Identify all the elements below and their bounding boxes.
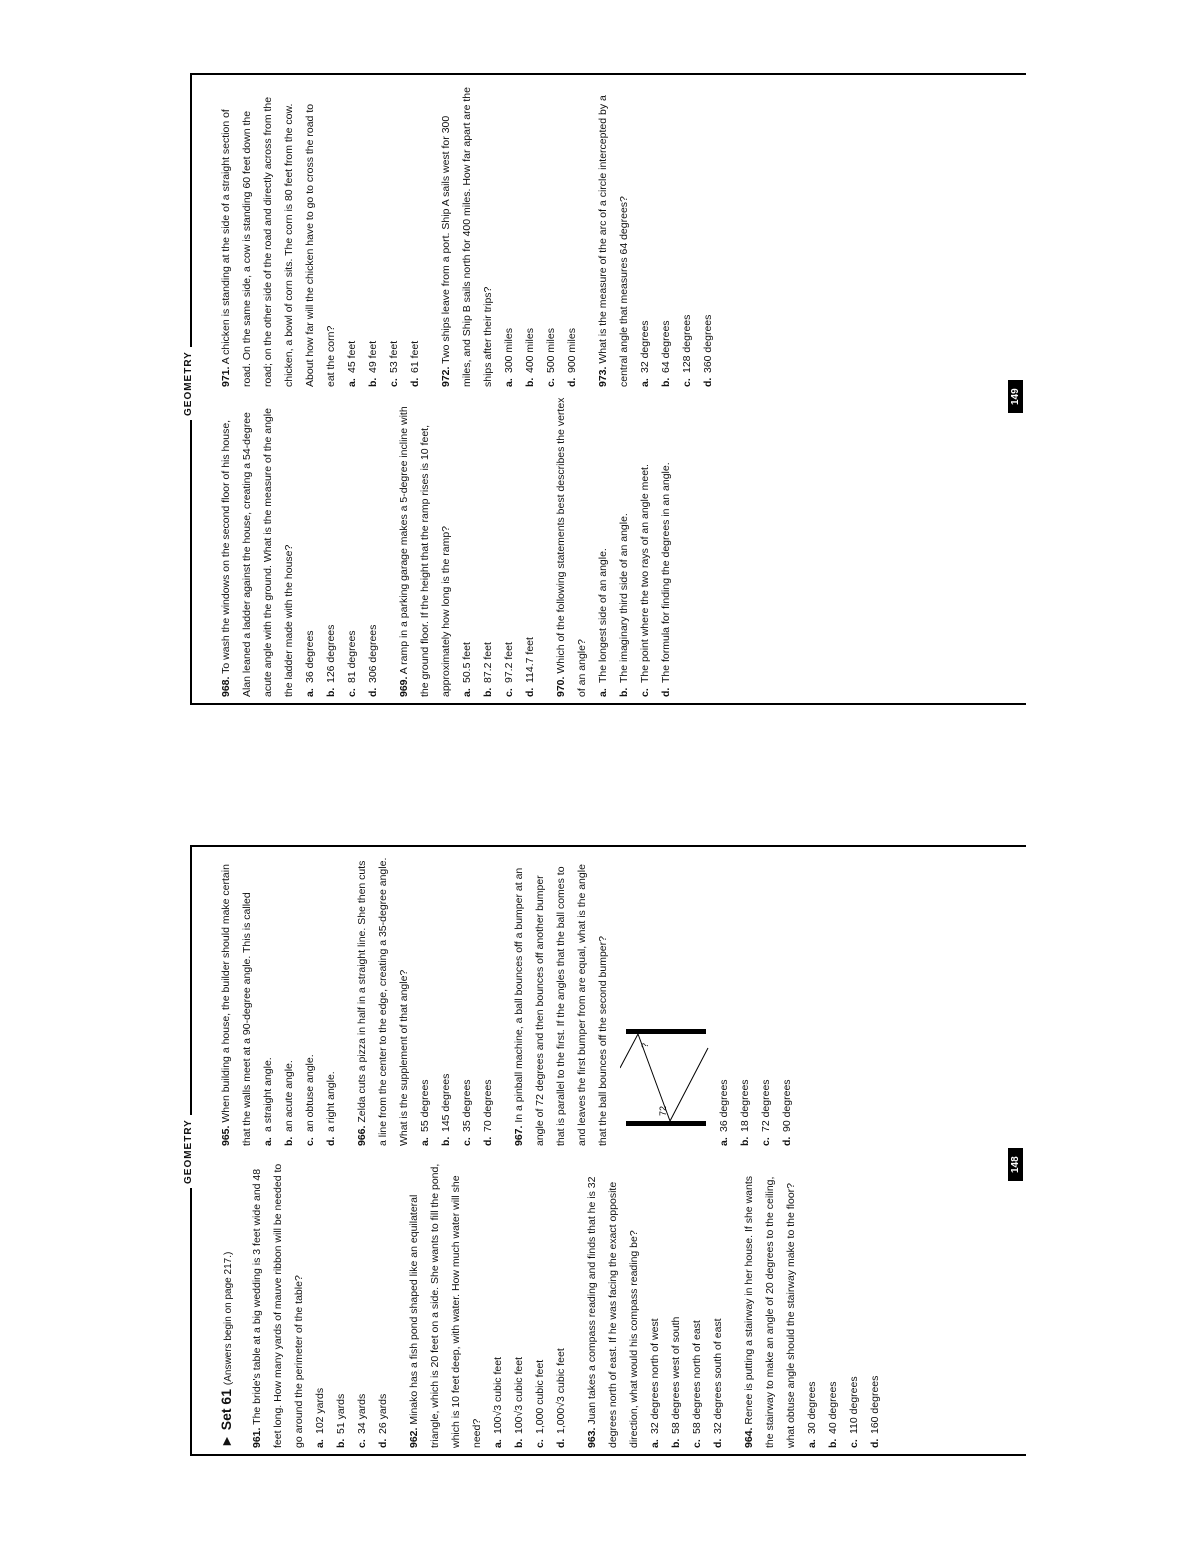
- column-right: [216, 87, 729, 387]
- option: a.102 yards: [314, 1387, 326, 1448]
- ball-path-in: [670, 1048, 708, 1121]
- option: b.58 degrees west of south: [670, 1316, 682, 1448]
- question-964: [739, 1162, 886, 1448]
- column-left: [216, 1162, 896, 1448]
- option: a.32 degrees: [639, 320, 651, 387]
- option: a.a straight angle.: [262, 1057, 274, 1146]
- option: a.32 degrees north of west: [649, 1318, 661, 1448]
- question-number: 961.: [251, 1427, 263, 1448]
- question-971: [216, 87, 426, 387]
- question-text: To wash the windows on the second floor of his house, Alan leaned a ladder against the house, creating a 54-degree acute angle with the ground. What is the measure of the angle the ladder made with the house?: [220, 408, 295, 697]
- option: a.36 degrees: [304, 630, 316, 697]
- option: d.The formula for finding the degrees in an angle.: [660, 462, 672, 697]
- question-text: When building a house, the builder should make certain that the walls meet at a 90-degree angle. This is called: [220, 864, 253, 1146]
- question-966: [352, 856, 499, 1146]
- option: b.100√3 cubic feet: [513, 1357, 525, 1448]
- option: b.18 degrees: [739, 1079, 751, 1146]
- option: d.a right angle.: [325, 1071, 337, 1146]
- question-number: 971.: [220, 366, 232, 387]
- question-967: [509, 856, 798, 1146]
- option: a.45 feet: [346, 340, 358, 387]
- option: d.32 degrees south of east: [712, 1318, 724, 1448]
- question-961: [247, 1162, 394, 1448]
- question-number: 966.: [356, 1125, 368, 1146]
- option: b.The imaginary third side of an angle.: [618, 513, 630, 697]
- option: a.The longest side of an angle.: [597, 548, 609, 697]
- bumper-left: [626, 1121, 706, 1126]
- option: d.26 yards: [377, 1393, 389, 1448]
- question-number: 968.: [220, 676, 232, 697]
- question-number: 962.: [408, 1427, 420, 1448]
- option: b.126 degrees: [325, 624, 337, 697]
- angle-label-unknown: ?: [640, 1042, 650, 1048]
- page-number: 148: [1008, 1148, 1023, 1181]
- column-right: [216, 856, 808, 1146]
- option: d.1,000√3 cubic feet: [555, 1348, 567, 1448]
- question-number: 964.: [743, 1427, 755, 1448]
- option: c.128 degrees: [681, 314, 693, 387]
- option: c.35 degrees: [461, 1079, 473, 1146]
- question-969: [394, 397, 541, 697]
- page-number: 149: [1008, 380, 1023, 413]
- option: b.145 degrees: [440, 1073, 452, 1146]
- page-149: [183, 73, 1026, 705]
- option: c.34 yards: [356, 1393, 368, 1448]
- option: c.an obtuse angle.: [304, 1054, 316, 1146]
- question-number: 965.: [220, 1125, 232, 1146]
- question-968: [216, 397, 384, 697]
- option: c.97.2 feet: [503, 642, 515, 697]
- question-text: Minako has a fish pond shaped like an equilateral triangle, which is 20 feet on a side. She wants to fill the pond, which is 10 feet deep, with water. How much water will she need?: [408, 1163, 483, 1448]
- option: b.49 feet: [367, 340, 379, 387]
- option: a.100√3 cubic feet: [492, 1357, 504, 1448]
- option: d.70 degrees: [482, 1079, 494, 1146]
- question-text: In a pinball machine, a ball bounces off a bumper at an angle of 72 degrees and then bounces off another bumper that is parallel to the first. If the angles that the ball comes to and leaves the first bumper from are equal, what is the angle that the ball bounces off the second bumper?: [513, 864, 609, 1146]
- set-note: (Answers begin on page 217.): [223, 1251, 234, 1386]
- question-text: Zelda cuts a pizza in half in a straight line. She then cuts a line from the center to the edge, creating a 35-degree angle. What is the supplement of that angle?: [356, 857, 410, 1146]
- option: b.40 degrees: [827, 1381, 839, 1448]
- question-number: 967.: [513, 1125, 525, 1146]
- option: c.The point where the two rays of an angle meet.: [639, 464, 651, 697]
- question-number: 973.: [597, 366, 609, 387]
- pinball-bumper-diagram: [620, 1006, 710, 1146]
- question-text: A ramp in a parking garage makes a 5-degree incline with the ground floor. If the height that the ramp rises is 10 feet, approximately how long is the ramp?: [398, 406, 452, 697]
- option: d.160 degrees: [869, 1375, 881, 1448]
- option: c.53 feet: [388, 340, 400, 387]
- option: c.81 degrees: [346, 630, 358, 697]
- question-number: 972.: [440, 366, 452, 387]
- option: c.110 degrees: [848, 1376, 860, 1448]
- bumper-right: [626, 1029, 706, 1034]
- running-header: GEOMETRY: [183, 347, 194, 420]
- option: b.400 miles: [524, 328, 536, 387]
- option: b.87.2 feet: [482, 642, 494, 697]
- option: d.114.7 feet: [524, 637, 536, 697]
- ball-path-out: [620, 1034, 638, 1068]
- option: c.58 degrees north of east: [691, 1320, 703, 1448]
- option: b.an acute angle.: [283, 1060, 295, 1146]
- option: d.61 feet: [409, 340, 421, 387]
- running-header: GEOMETRY: [183, 1115, 194, 1188]
- question-text: Juan takes a compass reading and finds that he is 32 degrees north of east. If he was facing the exact opposite direction, what would his compass reading be?: [586, 1176, 640, 1448]
- question-963: [582, 1162, 729, 1448]
- option: c.1,000 cubic feet: [534, 1359, 546, 1448]
- question-text: Which of the following statements best describes the vertex of an angle?: [555, 397, 588, 697]
- option: d.90 degrees: [781, 1079, 793, 1146]
- question-text: The bride's table at a big wedding is 3 feet wide and 48 feet long. How many yards of mauve ribbon will be needed to go around the perimeter of the table?: [251, 1163, 305, 1448]
- question-number: 969.: [398, 676, 410, 697]
- option: b.51 yards: [335, 1393, 347, 1448]
- set-title: Set 61: [218, 1389, 234, 1431]
- question-973: [593, 87, 719, 387]
- page-148: [183, 845, 1026, 1456]
- option: c.500 miles: [545, 328, 557, 387]
- question-number: 963.: [586, 1427, 598, 1448]
- option: a.50.5 feet: [461, 642, 473, 697]
- option: a.36 degrees: [718, 1079, 730, 1146]
- option: a.30 degrees: [806, 1381, 818, 1448]
- set-heading: ► Set 61 (Answers begin on page 217.): [218, 1251, 234, 1448]
- option: d.306 degrees: [367, 624, 379, 697]
- option: a.55 degrees: [419, 1079, 431, 1146]
- question-text: Two ships leave from a port. Ship A sails west for 300 miles, and Ship B sails north for 400 miles. How far apart are the ships after their trips?: [440, 87, 494, 387]
- question-text: Renee is putting a stairway in her house. If she wants the stairway to make an angle of 20 degrees to the ceiling, what obtuse angle should the stairway make to the floor?: [743, 1176, 797, 1448]
- angle-label-72: 72: [658, 1105, 668, 1116]
- question-text: A chicken is standing at the side of a straight section of road. On the same side, a cow is standing 60 feet down the road; on the other side of the road and directly across from the chicken, a bowl of corn sits. The corn is 80 feet from the cow. About how far will the chicken have to go to cross the road to eat the corn?: [220, 96, 337, 387]
- question-965: [216, 856, 342, 1146]
- column-left: [216, 397, 687, 697]
- question-962: [404, 1162, 572, 1448]
- question-970: [551, 397, 677, 697]
- question-text: What is the measure of the arc of a circle intercepted by a central angle that measures 64 degrees?: [597, 95, 630, 387]
- option: d.900 miles: [566, 328, 578, 387]
- question-number: 970.: [555, 676, 567, 697]
- option: d.360 degrees: [702, 314, 714, 387]
- option: a.300 miles: [503, 328, 515, 387]
- option: c.72 degrees: [760, 1079, 772, 1146]
- question-972: [436, 87, 583, 387]
- option: b.64 degrees: [660, 320, 672, 387]
